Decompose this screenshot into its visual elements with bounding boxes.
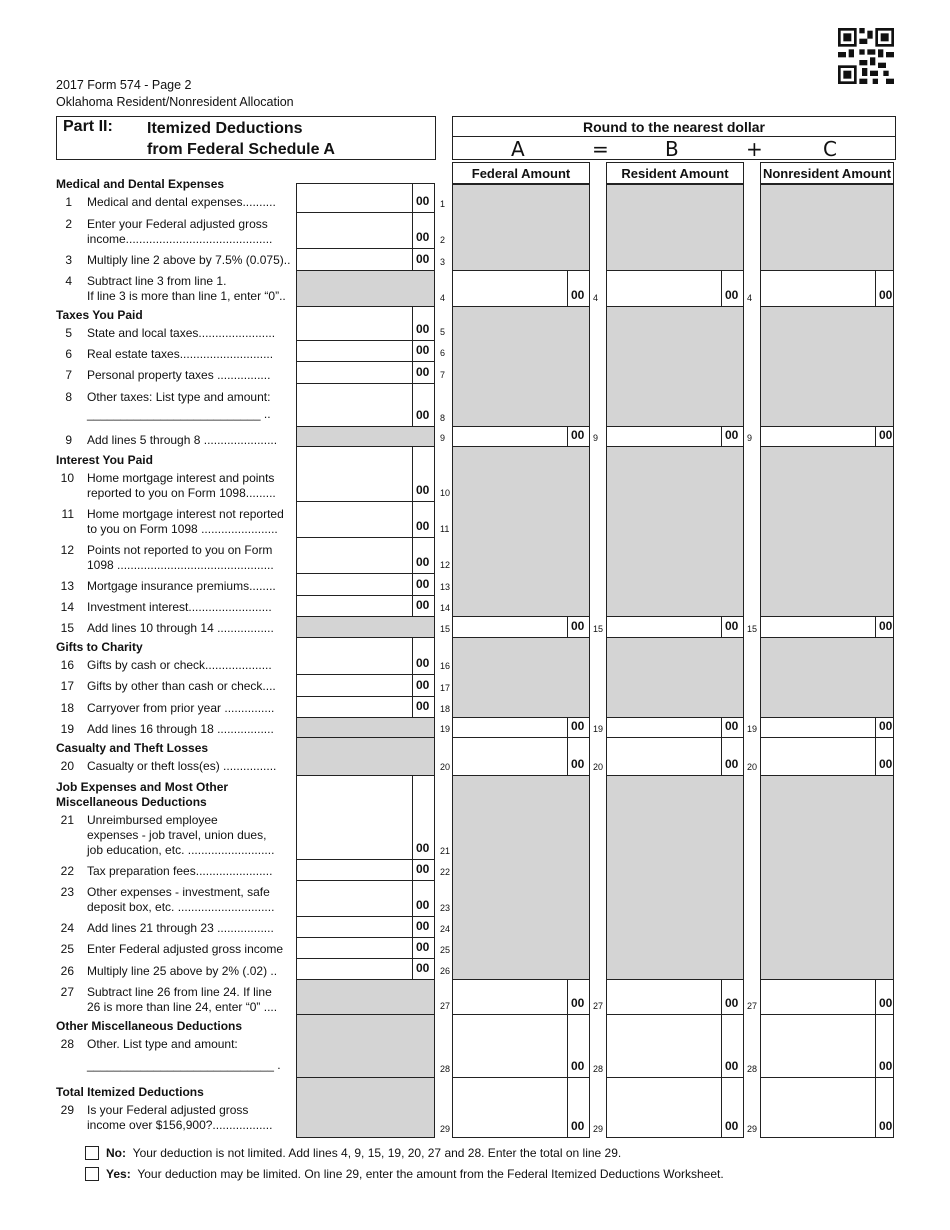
line-ref-number: 24 [440, 924, 451, 934]
column-letter-c: C [823, 137, 837, 161]
line-11-description [87, 507, 293, 537]
line-ref-number: 27 [440, 1001, 451, 1011]
line-number: 24 [60, 921, 74, 935]
line-number: 8 [65, 390, 72, 404]
cents-label: 00 [571, 428, 585, 442]
federal-line-27-box[interactable] [452, 979, 590, 1015]
line-21-left-box[interactable] [296, 775, 435, 860]
nonresident-amount-header: Nonresident Amount [760, 162, 894, 184]
line-number: 2 [65, 217, 72, 231]
line-14-description: Investment interest......................... [87, 600, 272, 614]
line-number: 6 [65, 347, 72, 361]
line-ref-number: 7 [440, 370, 446, 380]
line-ref-number: 22 [440, 867, 451, 877]
line-ref-number: 29 [440, 1124, 451, 1134]
line-number: 9 [65, 433, 72, 447]
text-row: Is your Federal adjusted gross [87, 1103, 249, 1117]
line-ref-number: 28 [440, 1064, 451, 1074]
part-title [147, 118, 335, 160]
yes-text: Your deduction may be limited. On line 29, enter the amount from the Federal Itemized Deductions Worksheet. [137, 1167, 724, 1181]
nonresident-line-19-box[interactable] [760, 717, 894, 738]
nonresident-line-4-box[interactable] [760, 270, 894, 307]
nonresident-line-9-box[interactable] [760, 426, 894, 447]
line-ref-number: 3 [440, 257, 446, 267]
line-number: 17 [60, 679, 74, 693]
cents-label: 00 [416, 519, 430, 533]
line-22-left-box[interactable] [296, 859, 435, 881]
cents-label: 00 [879, 996, 893, 1010]
federal-shaded-block [452, 184, 590, 271]
line-ref-number: 20 [747, 762, 758, 772]
line-ref-number: 12 [440, 560, 451, 570]
cents-label: 00 [416, 408, 430, 422]
part-title-line-1: Itemized Deductions [147, 120, 303, 137]
federal-shaded-block [452, 306, 590, 427]
line-8-description [87, 390, 293, 422]
cents-label: 00 [416, 898, 430, 912]
line-number: 26 [60, 964, 74, 978]
cents-label: 00 [416, 483, 430, 497]
text-row: Subtract line 26 from line 24. If line [87, 985, 272, 999]
line-number: 5 [65, 326, 72, 340]
equals-sign: = [592, 137, 609, 161]
text-row: reported to you on Form 1098......... [87, 486, 276, 500]
line-9-left-box [296, 426, 435, 447]
section-other-misc: Other Miscellaneous Deductions [56, 1019, 243, 1033]
line-ref-number: 25 [440, 945, 451, 955]
nonresident-shaded-block [760, 184, 894, 271]
no-checkbox[interactable] [85, 1146, 99, 1160]
round-note: Round to the nearest dollar [582, 119, 765, 135]
line-ref-number: 27 [593, 1001, 604, 1011]
part-label: Part II: [63, 118, 113, 135]
resident-shaded-block [606, 446, 744, 617]
line-number: 19 [60, 722, 74, 736]
federal-line-29-box[interactable] [452, 1077, 590, 1138]
text-row: If line 3 is more than line 1, enter “0”.. [87, 289, 286, 303]
cents-label: 00 [879, 619, 893, 633]
section-interest: Interest You Paid [56, 453, 153, 467]
federal-line-28-box[interactable] [452, 1014, 590, 1078]
text-row: Enter your Federal adjusted gross [87, 217, 268, 231]
cents-label: 00 [416, 699, 430, 713]
line-ref-number: 18 [440, 704, 451, 714]
line-3-left-box[interactable] [296, 248, 435, 271]
line-6-left-box[interactable] [296, 340, 435, 362]
nonresident-shaded-block [760, 306, 894, 427]
text-row: Subtract line 3 from line 1. [87, 274, 227, 288]
line-5-description: State and local taxes....................... [87, 326, 276, 340]
cents-label: 00 [725, 428, 739, 442]
line-17-left-box[interactable] [296, 674, 435, 697]
line-12-left-box[interactable] [296, 537, 435, 574]
federal-shaded-block [452, 446, 590, 617]
line-29-left-box [296, 1077, 435, 1138]
line-2-left-box[interactable] [296, 212, 435, 249]
line-number: 29 [60, 1103, 74, 1117]
line-number: 13 [60, 579, 74, 593]
federal-line-9-box[interactable] [452, 426, 590, 447]
no-text: Your deduction is not limited. Add lines 4, 9, 15, 19, 20, 27 and 28. Enter the total on line 29. [132, 1146, 622, 1160]
line-14-left-box[interactable] [296, 595, 435, 617]
line-ref-number: 9 [440, 433, 446, 443]
nonresident-line-27-box[interactable] [760, 979, 894, 1015]
line-4-description [87, 274, 293, 304]
line-number: 28 [60, 1037, 74, 1051]
line-ref-number: 4 [593, 293, 599, 303]
line-22-description: Tax preparation fees....................... [87, 864, 273, 878]
line-number: 7 [65, 368, 72, 382]
section-medical: Medical and Dental Expenses [56, 177, 225, 191]
line-ref-number: 15 [593, 624, 604, 634]
form-subtitle: Oklahoma Resident/Nonresident Allocation [56, 95, 294, 109]
federal-amount-header: Federal Amount [452, 162, 590, 184]
federal-line-15-box[interactable] [452, 616, 590, 638]
federal-line-19-box[interactable] [452, 717, 590, 738]
line-ref-number: 28 [747, 1064, 758, 1074]
column-letter-b: B [665, 137, 679, 161]
part-title-line-2: from Federal Schedule A [147, 141, 335, 158]
text-row: Other taxes: List type and amount: [87, 390, 271, 404]
line-1-description: Medical and dental expenses.......... [87, 195, 276, 209]
line-28-left-box [296, 1014, 435, 1078]
yes-option [106, 1167, 724, 1181]
text-row: income............................................ [87, 232, 273, 246]
text-row: expenses - job travel, union dues, [87, 828, 267, 842]
resident-line-27-box[interactable] [606, 979, 744, 1015]
line-21-description [87, 813, 293, 858]
section-total-itemized: Total Itemized Deductions [56, 1085, 204, 1099]
line-29-description [87, 1103, 293, 1133]
line-ref-number: 19 [593, 724, 604, 734]
part-ii-title-box [56, 116, 436, 160]
cents-label: 00 [879, 719, 893, 733]
line-5-left-box[interactable] [296, 306, 435, 341]
line-8-left-box[interactable] [296, 383, 435, 427]
resident-line-29-box[interactable] [606, 1077, 744, 1138]
line-number: 27 [60, 985, 74, 999]
line-number: 3 [65, 253, 72, 267]
cents-label: 00 [416, 577, 430, 591]
cents-label: 00 [725, 288, 739, 302]
cents-label: 00 [725, 757, 739, 771]
line-12-description [87, 543, 293, 573]
round-note-box [452, 116, 896, 160]
line-27-left-box [296, 979, 435, 1015]
federal-shaded-block [452, 775, 590, 980]
cents-label: 00 [416, 343, 430, 357]
section-gifts: Gifts to Charity [56, 640, 143, 654]
nonresident-line-15-box[interactable] [760, 616, 894, 638]
form-title: 2017 Form 574 - Page 2 [56, 78, 192, 92]
line-number: 25 [60, 942, 74, 956]
line-9-description: Add lines 5 through 8 ...................... [87, 433, 278, 447]
line-19-left-box [296, 717, 435, 738]
line-20-description: Casualty or theft loss(es) ................ [87, 759, 277, 773]
plus-sign: + [746, 137, 763, 161]
line-20-left-box [296, 737, 435, 776]
line-number: 15 [60, 621, 74, 635]
line-10-description [87, 471, 293, 501]
line-15-description: Add lines 10 through 14 ................. [87, 621, 274, 635]
line-ref-number: 19 [440, 724, 451, 734]
line-ref-number: 15 [440, 624, 451, 634]
cents-label: 00 [879, 1119, 893, 1133]
line-10-left-box[interactable] [296, 446, 435, 502]
line-7-description: Personal property taxes ................ [87, 368, 271, 382]
resident-line-28-box[interactable] [606, 1014, 744, 1078]
nonresident-line-29-box[interactable] [760, 1077, 894, 1138]
line-ref-number: 10 [440, 488, 451, 498]
text-row: 26 is more than line 24, enter “0” .... [87, 1000, 278, 1014]
resident-line-19-box[interactable] [606, 717, 744, 738]
cents-label: 00 [416, 252, 430, 266]
cents-label: 00 [416, 656, 430, 670]
line-27-description [87, 985, 293, 1015]
line-ref-number: 14 [440, 603, 451, 613]
cents-label: 00 [571, 1119, 585, 1133]
no-label: No: [106, 1146, 126, 1160]
line-15-left-box [296, 616, 435, 638]
resident-line-20-box[interactable] [606, 737, 744, 776]
nonresident-line-28-box[interactable] [760, 1014, 894, 1078]
line-28-description [87, 1037, 293, 1073]
cents-label: 00 [571, 719, 585, 733]
cents-label: 00 [879, 428, 893, 442]
line-ref-number: 29 [747, 1124, 758, 1134]
line-13-left-box[interactable] [296, 573, 435, 596]
text-row: Home mortgage interest not reported [87, 507, 284, 521]
line-ref-number: 28 [593, 1064, 604, 1074]
resident-amount-header: Resident Amount [606, 162, 744, 184]
line-11-left-box[interactable] [296, 501, 435, 538]
resident-line-9-box[interactable] [606, 426, 744, 447]
line-ref-number: 4 [747, 293, 753, 303]
line-number: 11 [61, 507, 74, 521]
line-ref-number: 23 [440, 903, 451, 913]
text-row: Points not reported to you on Form [87, 543, 273, 557]
section-taxes: Taxes You Paid [56, 308, 143, 322]
resident-shaded-block [606, 637, 744, 718]
section-casualty: Casualty and Theft Losses [56, 741, 209, 755]
cents-label: 00 [571, 757, 585, 771]
line-ref-number: 1 [440, 199, 446, 209]
line-ref-number: 9 [747, 433, 753, 443]
cents-label: 00 [571, 288, 585, 302]
line-26-description: Multiply line 25 above by 2% (.02) .. [87, 964, 278, 978]
line-17-description: Gifts by other than cash or check.... [87, 679, 276, 693]
cents-label: 00 [725, 719, 739, 733]
nonresident-shaded-block [760, 775, 894, 980]
text-row: income over $156,900?.................. [87, 1118, 273, 1132]
line-number: 4 [65, 274, 72, 288]
column-letter-a: A [511, 137, 525, 161]
cents-label: 00 [879, 1059, 893, 1073]
cents-label: 00 [416, 919, 430, 933]
line-25-left-box[interactable] [296, 937, 435, 959]
section-job-expenses: Job Expenses and Most Other [56, 780, 229, 794]
line-16-description: Gifts by cash or check.................... [87, 658, 272, 672]
line-number: 12 [60, 543, 74, 557]
line-number: 18 [60, 701, 74, 715]
line-16-left-box[interactable] [296, 637, 435, 675]
yes-checkbox[interactable] [85, 1167, 99, 1181]
cents-label: 00 [416, 862, 430, 876]
line-ref-number: 13 [440, 582, 451, 592]
text-row: __________________________ .. [87, 407, 271, 421]
text-row: Other expenses - investment, safe [87, 885, 270, 899]
federal-line-4-box[interactable] [452, 270, 590, 307]
line-ref-number: 19 [747, 724, 758, 734]
line-4-left-box [296, 270, 435, 307]
cents-label: 00 [571, 619, 585, 633]
line-23-description [87, 885, 293, 915]
line-ref-number: 15 [747, 624, 758, 634]
text-row: 1098 ............................................... [87, 558, 274, 572]
line-18-description: Carryover from prior year ............... [87, 701, 275, 715]
cents-label: 00 [416, 841, 430, 855]
nonresident-shaded-block [760, 637, 894, 718]
line-ref-number: 11 [440, 524, 450, 534]
line-13-description: Mortgage insurance premiums........ [87, 579, 276, 593]
resident-shaded-block [606, 775, 744, 980]
federal-line-20-box[interactable] [452, 737, 590, 776]
line-ref-number: 17 [440, 683, 451, 693]
nonresident-line-20-box[interactable] [760, 737, 894, 776]
line-7-left-box[interactable] [296, 361, 435, 384]
line-25-description: Enter Federal adjusted gross income [87, 942, 284, 956]
resident-line-4-box[interactable] [606, 270, 744, 307]
cents-label: 00 [416, 194, 430, 208]
line-number: 20 [60, 759, 74, 773]
cents-label: 00 [416, 598, 430, 612]
line-26-left-box[interactable] [296, 958, 435, 980]
yes-label: Yes: [106, 1167, 131, 1181]
line-6-description: Real estate taxes............................ [87, 347, 274, 361]
text-row: Home mortgage interest and points [87, 471, 275, 485]
line-19-description: Add lines 16 through 18 ................. [87, 722, 274, 736]
line-23-left-box[interactable] [296, 880, 435, 917]
line-number: 23 [60, 885, 74, 899]
section-misc-deductions: Miscellaneous Deductions [56, 795, 207, 809]
text-row: to you on Form 1098 ....................... [87, 522, 278, 536]
cents-label: 00 [571, 996, 585, 1010]
line-ref-number: 26 [440, 966, 451, 976]
cents-label: 00 [416, 678, 430, 692]
line-ref-number: 6 [440, 348, 446, 358]
line-ref-number: 8 [440, 413, 446, 423]
cents-label: 00 [416, 322, 430, 336]
line-number: 22 [60, 864, 74, 878]
line-ref-number: 2 [440, 235, 446, 245]
cents-label: 00 [725, 619, 739, 633]
cents-label: 00 [879, 288, 893, 302]
line-number: 10 [60, 471, 74, 485]
cents-label: 00 [416, 230, 430, 244]
resident-shaded-block [606, 184, 744, 271]
line-3-description: Multiply line 2 above by 7.5% (0.075).. [87, 253, 291, 267]
line-2-description [87, 217, 293, 247]
text-row: job education, etc. .......................... [87, 843, 275, 857]
line-18-left-box[interactable] [296, 696, 435, 718]
resident-shaded-block [606, 306, 744, 427]
federal-shaded-block [452, 637, 590, 718]
nonresident-shaded-block [760, 446, 894, 617]
line-ref-number: 5 [440, 327, 446, 337]
line-ref-number: 9 [593, 433, 599, 443]
line-ref-number: 27 [747, 1001, 758, 1011]
text-row: Other. List type and amount: [87, 1037, 238, 1051]
line-ref-number: 21 [440, 846, 451, 856]
cents-label: 00 [571, 1059, 585, 1073]
line-ref-number: 16 [440, 661, 451, 671]
cents-label: 00 [416, 961, 430, 975]
qr-code-icon [838, 28, 894, 84]
text-row: ____________________________ . [87, 1058, 281, 1072]
text-row: Unreimbursed employee [87, 813, 218, 827]
cents-label: 00 [725, 996, 739, 1010]
cents-label: 00 [725, 1059, 739, 1073]
line-24-left-box[interactable] [296, 916, 435, 938]
cents-label: 00 [416, 365, 430, 379]
text-row: deposit box, etc. ............................. [87, 900, 275, 914]
line-number: 1 [65, 195, 72, 209]
line-ref-number: 20 [440, 762, 451, 772]
line-number: 21 [60, 813, 74, 827]
line-24-description: Add lines 21 through 23 ................. [87, 921, 274, 935]
line-1-left-box[interactable] [296, 183, 435, 213]
line-ref-number: 20 [593, 762, 604, 772]
line-ref-number: 29 [593, 1124, 604, 1134]
no-option [106, 1146, 621, 1160]
line-ref-number: 4 [440, 293, 446, 303]
line-number: 16 [60, 658, 74, 672]
cents-label: 00 [416, 555, 430, 569]
cents-label: 00 [879, 757, 893, 771]
cents-label: 00 [725, 1119, 739, 1133]
resident-line-15-box[interactable] [606, 616, 744, 638]
line-number: 14 [60, 600, 74, 614]
cents-label: 00 [416, 940, 430, 954]
